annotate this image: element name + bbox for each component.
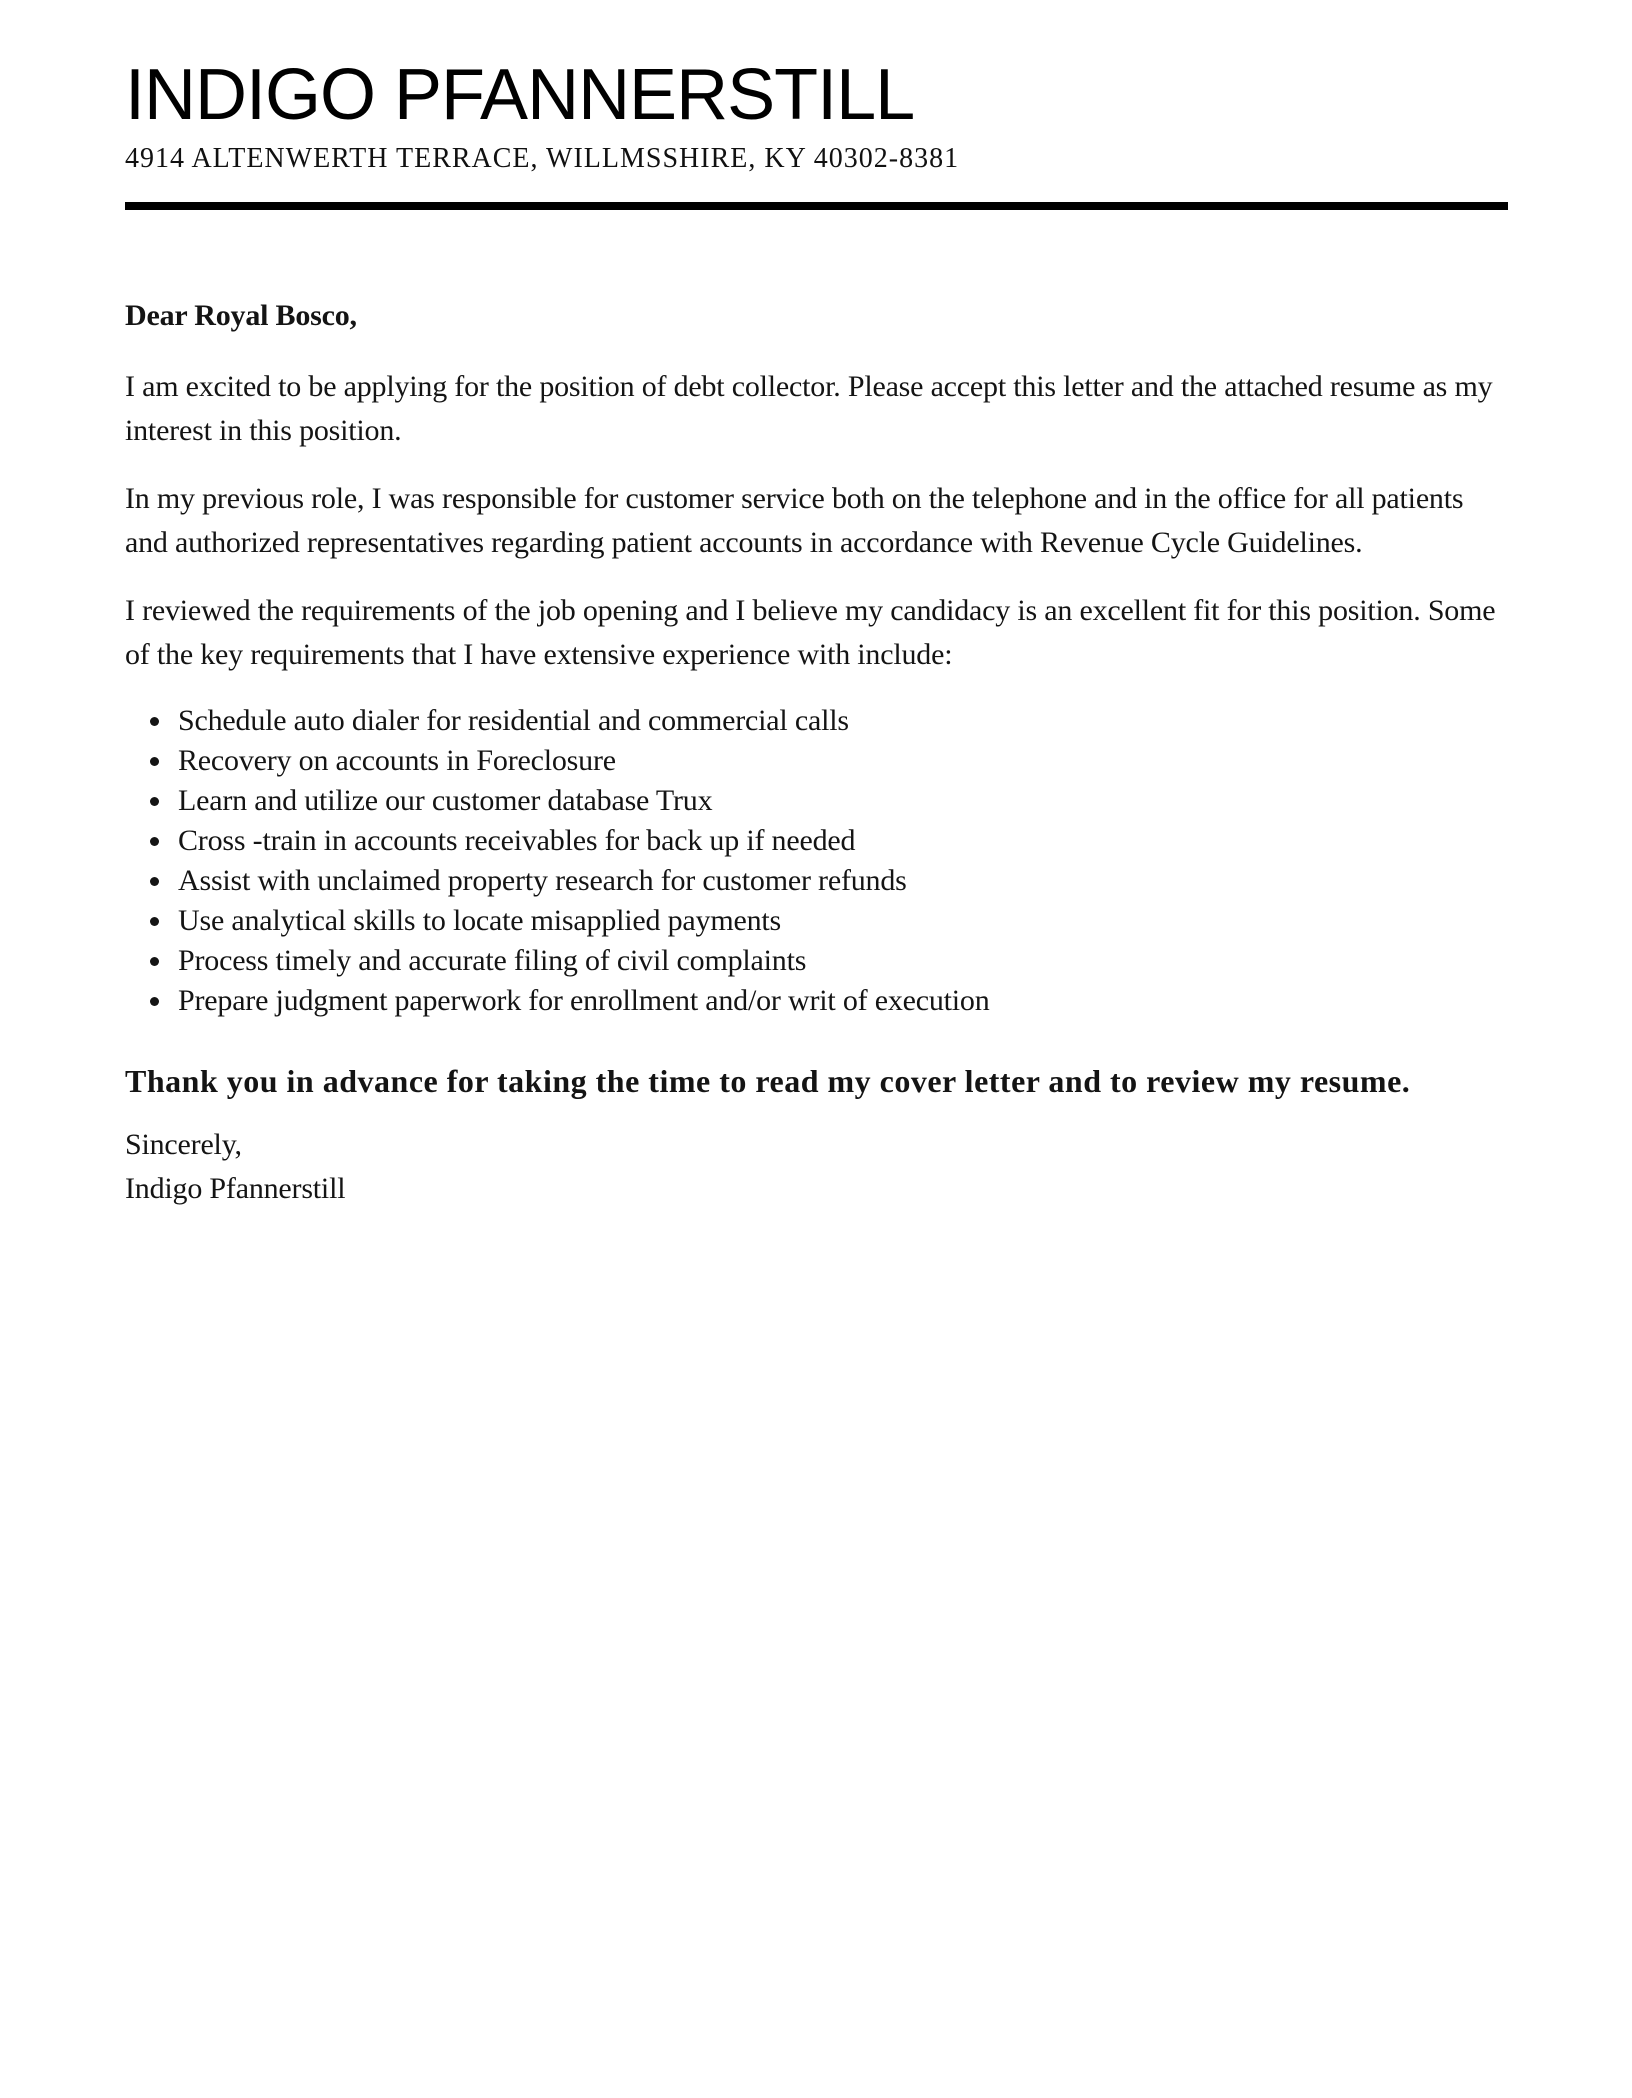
requirement-item: • Prepare judgment paperwork for enrollment and/or writ of execution [174, 981, 1508, 1021]
letter-body [125, 294, 1508, 1211]
requirements-list [125, 701, 1508, 1021]
requirement-item: • Use analytical skills to locate misapplied payments [174, 901, 1508, 941]
requirement-item: • Process timely and accurate filing of civil complaints [174, 941, 1508, 981]
closing-emphasis: Thank you in advance for taking the time to read my cover letter and to review my resume. [125, 1063, 1411, 1099]
requirement-item: • Learn and utilize our customer database Trux [174, 781, 1508, 821]
salutation: Dear Royal Bosco, [125, 299, 357, 332]
requirement-item: • Cross -train in accounts receivables for back up if needed [174, 821, 1508, 861]
applicant-name: INDIGO PFANNERSTILL [125, 55, 915, 135]
paragraph-previous-role: In my previous role, I was responsible for customer service both on the telephone and in the office for all patients and authorized representatives regarding patient accounts in accordance with Revenue Cycle Guidelines. [125, 482, 1464, 559]
requirement-item: • Assist with unclaimed property research for customer refunds [174, 861, 1508, 901]
letterhead-divider [125, 202, 1508, 210]
applicant-address: 4914 ALTENWERTH TERRACE, WILLMSSHIRE, KY 40302-8381 [125, 143, 960, 174]
requirement-item: • Schedule auto dialer for residential and commercial calls [174, 701, 1508, 741]
signature-name: Indigo Pfannerstill [125, 1172, 346, 1205]
letterhead [125, 56, 1508, 210]
paragraph-intro: I am excited to be applying for the position of debt collector. Please accept this letter and the attached resume as my interest in this position. [125, 370, 1493, 447]
requirement-item: • Recovery on accounts in Foreclosure [174, 741, 1508, 781]
signoff: Sincerely, [125, 1128, 242, 1161]
paragraph-requirements-lead: I reviewed the requirements of the job opening and I believe my candidacy is an excellent fit for this position. Some of the key requirements that I have extensive experience with include: [125, 594, 1496, 671]
